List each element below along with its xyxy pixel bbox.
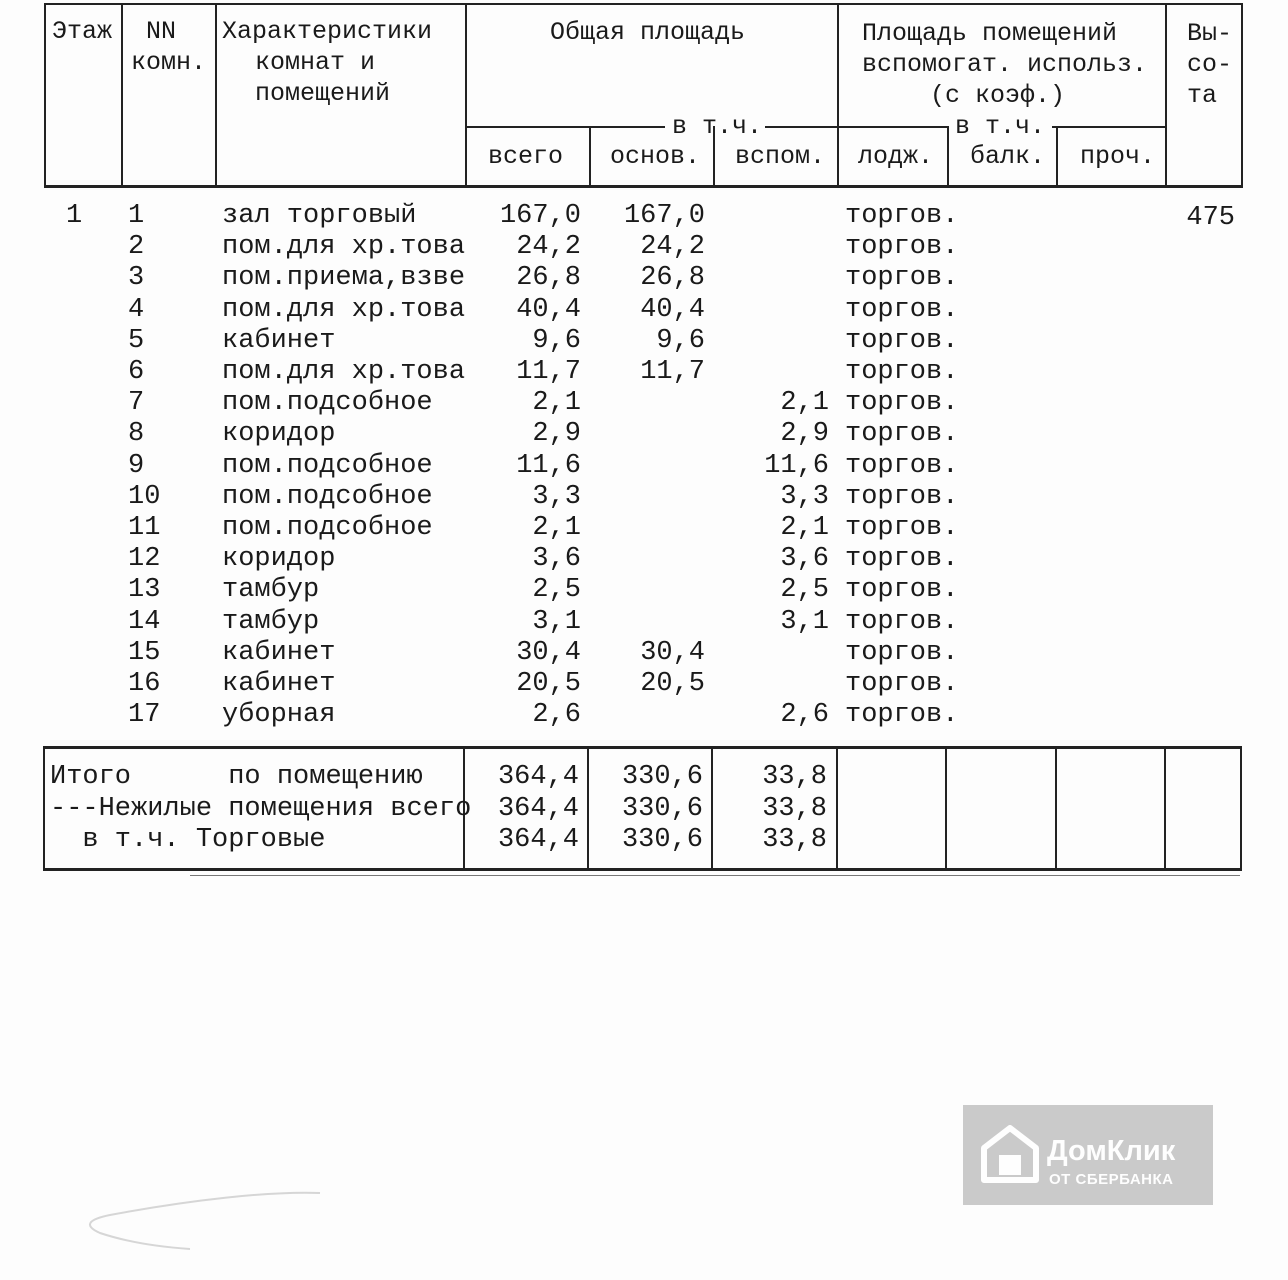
room-purpose: торгов. [845, 326, 959, 356]
room-number: 13 [128, 575, 161, 605]
room-total-area: 167,0 [499, 201, 581, 231]
totals-total-area: 364,4 [497, 794, 579, 824]
room-main-area: 11,7 [640, 357, 705, 387]
header-bottom-border [44, 185, 1243, 188]
header-room-no-1: NN [146, 17, 177, 46]
room-total-area: 26,8 [516, 263, 581, 293]
room-main-area: 26,8 [640, 263, 705, 293]
totals-total-area: 364,4 [497, 825, 579, 855]
totals-vline-6 [1055, 746, 1057, 871]
totals-main-area: 330,6 [621, 762, 703, 792]
room-total-area: 40,4 [516, 295, 581, 325]
room-number: 11 [128, 513, 161, 543]
totals-label: Итого по помещению [50, 762, 423, 792]
header-floor: Этаж [52, 17, 113, 46]
room-name: пом.для хр.това [222, 357, 466, 387]
header-height-3: та [1187, 81, 1218, 110]
room-name: пом.подсобное [222, 388, 433, 418]
header-aux-area-1: Площадь помещений [862, 19, 1118, 48]
header-vline-9 [1165, 3, 1167, 188]
header-vline-6 [837, 3, 839, 188]
header-sub-hline-mid [765, 126, 947, 128]
room-number: 1 [128, 201, 145, 231]
totals-vline-5 [945, 746, 947, 871]
header-room-no-2: комн. [131, 48, 207, 77]
room-name: пом.для хр.това [222, 295, 466, 325]
header-total: всего [488, 142, 564, 171]
totals-top-border [43, 746, 1242, 749]
room-purpose: торгов. [845, 575, 959, 605]
room-name: коридор [222, 544, 336, 574]
room-number: 12 [128, 544, 161, 574]
header-characteristics-3: помещений [255, 79, 391, 108]
room-number: 8 [128, 419, 145, 449]
totals-aux-area: 33,8 [762, 825, 827, 855]
room-purpose: торгов. [845, 419, 959, 449]
height-value: 475 [1186, 203, 1235, 233]
room-total-area: 3,6 [532, 544, 581, 574]
room-purpose: торгов. [845, 607, 959, 637]
room-main-area: 40,4 [640, 295, 705, 325]
header-top-border [44, 3, 1243, 5]
header-characteristics-1: Характеристики [222, 17, 433, 46]
room-total-area: 11,6 [516, 451, 581, 481]
room-name: пом.для хр.това [222, 232, 466, 262]
house-icon [981, 1125, 1039, 1183]
room-name: кабинет [222, 669, 336, 699]
room-total-area: 24,2 [516, 232, 581, 262]
room-main-area: 9,6 [656, 326, 705, 356]
header-vline-1 [121, 3, 123, 188]
totals-label: в т.ч. Торговые [50, 825, 326, 855]
room-main-area: 167,0 [623, 201, 705, 231]
totals-total-area: 364,4 [497, 762, 579, 792]
room-total-area: 30,4 [516, 638, 581, 668]
floor-value: 1 [66, 201, 83, 231]
header-vline-8 [1056, 126, 1058, 188]
room-purpose: торгов. [845, 357, 959, 387]
room-name: пом.приема,взве [222, 263, 466, 293]
header-incl-right: в т.ч. [955, 112, 1046, 141]
room-number: 6 [128, 357, 145, 387]
header-characteristics-2: комнат и [255, 48, 376, 77]
room-name: уборная [222, 700, 336, 730]
totals-aux-area: 33,8 [762, 762, 827, 792]
room-main-area: 20,5 [640, 669, 705, 699]
domclick-watermark [963, 1105, 1213, 1205]
room-name: кабинет [222, 638, 336, 668]
room-main-area: 30,4 [640, 638, 705, 668]
room-number: 3 [128, 263, 145, 293]
scan-artifact [70, 1185, 330, 1255]
room-name: зал торговый [222, 201, 417, 231]
room-purpose: торгов. [845, 638, 959, 668]
totals-left-border [43, 746, 45, 871]
room-number: 14 [128, 607, 161, 637]
room-number: 2 [128, 232, 145, 262]
room-purpose: торгов. [845, 544, 959, 574]
header-aux: вспом. [735, 142, 826, 171]
header-other: проч. [1080, 142, 1156, 171]
room-number: 9 [128, 451, 145, 481]
totals-vline-4 [836, 746, 838, 871]
room-name: пом.подсобное [222, 482, 433, 512]
room-aux-area: 3,3 [780, 482, 829, 512]
header-vline-4 [589, 126, 591, 188]
header-vline-2 [215, 3, 217, 188]
totals-vline-3 [711, 746, 713, 871]
room-total-area: 2,9 [532, 419, 581, 449]
header-main: основ. [610, 142, 701, 171]
room-total-area: 2,6 [532, 700, 581, 730]
totals-label: ---Нежилые помещения всего [50, 794, 472, 824]
room-aux-area: 2,1 [780, 513, 829, 543]
header-loggia: лодж. [858, 142, 934, 171]
room-number: 15 [128, 638, 161, 668]
header-aux-area-2: вспомогат. использ. [862, 50, 1148, 79]
header-aux-area-3: (с коэф.) [930, 81, 1066, 110]
room-number: 4 [128, 295, 145, 325]
totals-main-area: 330,6 [621, 794, 703, 824]
room-purpose: торгов. [845, 295, 959, 325]
room-purpose: торгов. [845, 232, 959, 262]
room-purpose: торгов. [845, 669, 959, 699]
totals-bottom-shadow [190, 875, 1240, 876]
header-sub-hline-right [1052, 126, 1167, 128]
header-left-border [44, 3, 46, 188]
room-number: 7 [128, 388, 145, 418]
totals-bottom-border [43, 868, 1242, 871]
room-name: кабинет [222, 326, 336, 356]
room-purpose: торгов. [845, 700, 959, 730]
watermark-sub: ОТ СБЕРБАНКА [1049, 1171, 1174, 1188]
room-aux-area: 2,6 [780, 700, 829, 730]
totals-right-border [1240, 746, 1242, 871]
room-main-area: 24,2 [640, 232, 705, 262]
room-number: 16 [128, 669, 161, 699]
room-purpose: торгов. [845, 201, 959, 231]
room-name: тамбур [222, 607, 320, 637]
room-total-area: 20,5 [516, 669, 581, 699]
room-aux-area: 2,5 [780, 575, 829, 605]
header-total-area: Общая площадь [550, 18, 746, 47]
room-total-area: 2,5 [532, 575, 581, 605]
room-total-area: 2,1 [532, 388, 581, 418]
room-purpose: торгов. [845, 482, 959, 512]
room-purpose: торгов. [845, 263, 959, 293]
room-number: 5 [128, 326, 145, 356]
room-aux-area: 3,1 [780, 607, 829, 637]
room-purpose: торгов. [845, 451, 959, 481]
room-total-area: 3,3 [532, 482, 581, 512]
room-number: 17 [128, 700, 161, 730]
room-aux-area: 11,6 [764, 451, 829, 481]
room-total-area: 3,1 [532, 607, 581, 637]
room-purpose: торгов. [845, 388, 959, 418]
room-aux-area: 3,6 [780, 544, 829, 574]
room-purpose: торгов. [845, 513, 959, 543]
room-name: пом.подсобное [222, 451, 433, 481]
header-right-border [1241, 3, 1243, 188]
header-vline-3 [465, 3, 467, 188]
header-height-1: Вы- [1187, 19, 1233, 48]
totals-vline-7 [1164, 746, 1166, 871]
room-total-area: 2,1 [532, 513, 581, 543]
room-name: коридор [222, 419, 336, 449]
room-total-area: 11,7 [516, 357, 581, 387]
room-aux-area: 2,1 [780, 388, 829, 418]
header-balcony: балк. [970, 142, 1046, 171]
header-sub-hline-left [465, 126, 665, 128]
totals-aux-area: 33,8 [762, 794, 827, 824]
room-name: тамбур [222, 575, 320, 605]
room-aux-area: 2,9 [780, 419, 829, 449]
room-number: 10 [128, 482, 161, 512]
room-total-area: 9,6 [532, 326, 581, 356]
totals-main-area: 330,6 [621, 825, 703, 855]
room-name: пом.подсобное [222, 513, 433, 543]
header-vline-7 [947, 126, 949, 188]
header-incl-left: в т.ч. [672, 112, 763, 141]
totals-vline-2 [587, 746, 589, 871]
watermark-brand: ДомКлик [1047, 1135, 1176, 1167]
header-height-2: со- [1187, 50, 1233, 79]
